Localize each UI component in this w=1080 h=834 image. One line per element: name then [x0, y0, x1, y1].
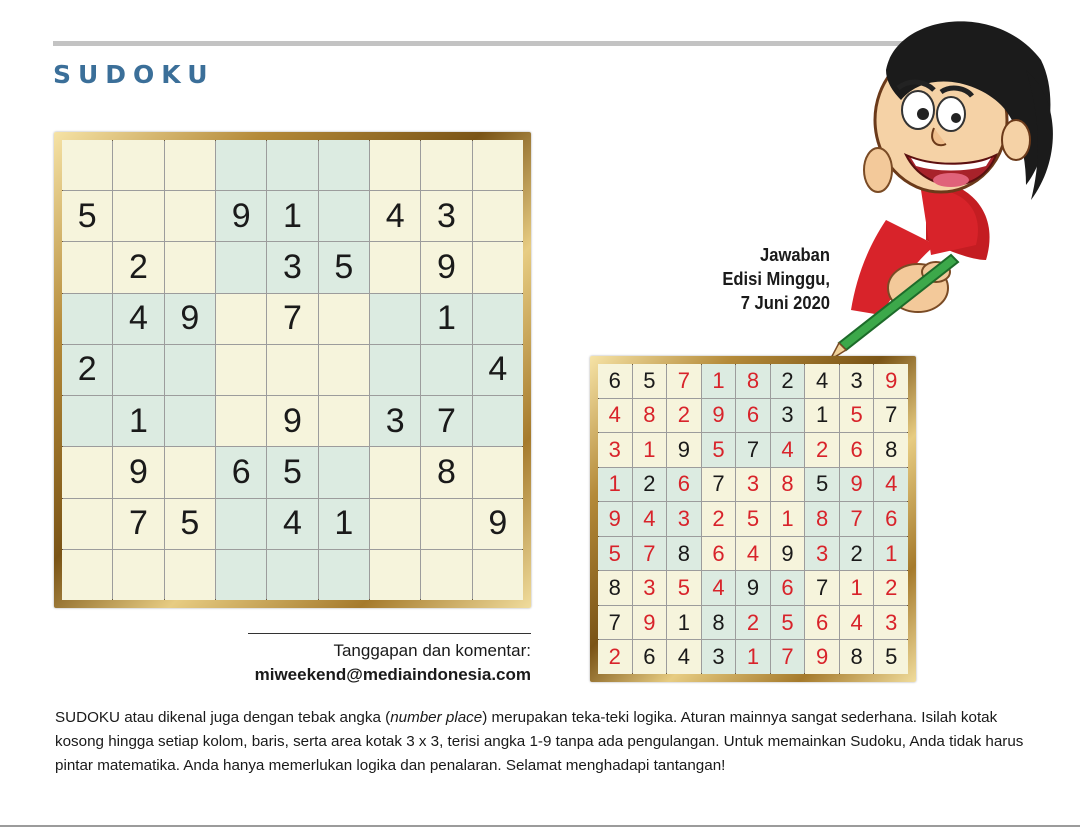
answer-cell: 7 [598, 606, 632, 640]
answer-cell: 1 [736, 640, 770, 674]
answer-cell: 3 [702, 640, 736, 674]
answer-cell: 3 [667, 502, 701, 536]
answer-cell: 9 [633, 606, 667, 640]
answer-cell: 6 [840, 433, 874, 467]
puzzle-cell: 9 [165, 294, 215, 344]
answer-caption-line: 7 Juni 2020 [740, 293, 830, 313]
answer-cell: 6 [702, 537, 736, 571]
answer-cell: 2 [771, 364, 805, 398]
puzzle-cell [216, 140, 266, 190]
answer-cell: 8 [736, 364, 770, 398]
answer-cell: 9 [874, 364, 908, 398]
contact-divider [248, 633, 531, 634]
puzzle-cell: 5 [267, 447, 317, 497]
puzzle-cell [319, 396, 369, 446]
answer-cell: 1 [805, 399, 839, 433]
puzzle-cell [370, 447, 420, 497]
answer-cell: 7 [771, 640, 805, 674]
description-text-end: ) merupakan teka-teki logika. Aturan mainnya sangat sederhana. Isilah kotak kosong hingga setiap kolom, baris, serta area kotak 3 x 3, terisi angka 1-9 tanpa ada pengulangan. Untuk memainkan Sudoku, Anda tidak harus pintar matematika. Anda hanya memerlukan logika dan penalaran. Selamat menghadapi tantangan! [55, 709, 1024, 774]
answer-cell: 6 [736, 399, 770, 433]
answer-cell: 6 [667, 468, 701, 502]
puzzle-cell [473, 294, 523, 344]
answer-cell: 6 [598, 364, 632, 398]
puzzle-cell: 5 [319, 242, 369, 292]
puzzle-cell: 9 [113, 447, 163, 497]
answer-cell: 8 [840, 640, 874, 674]
answer-cell: 4 [667, 640, 701, 674]
answer-cell: 3 [874, 606, 908, 640]
answer-cell: 2 [874, 571, 908, 605]
answer-cell: 2 [667, 399, 701, 433]
answer-cell: 8 [771, 468, 805, 502]
answer-cell: 8 [633, 399, 667, 433]
puzzle-cell: 9 [473, 499, 523, 549]
answer-cell: 8 [598, 571, 632, 605]
answer-cell: 9 [598, 502, 632, 536]
answer-cell: 6 [633, 640, 667, 674]
puzzle-cell [473, 140, 523, 190]
answer-cell: 5 [633, 364, 667, 398]
puzzle-cell [473, 396, 523, 446]
puzzle-cell [62, 242, 112, 292]
puzzle-cell [267, 345, 317, 395]
puzzle-cell [370, 140, 420, 190]
answer-cell: 4 [702, 571, 736, 605]
answer-cell: 7 [667, 364, 701, 398]
puzzle-cell [319, 294, 369, 344]
puzzle-cell [267, 140, 317, 190]
puzzle-cell: 8 [421, 447, 471, 497]
puzzle-cell [62, 140, 112, 190]
answer-cell: 4 [736, 537, 770, 571]
answer-cell: 6 [805, 606, 839, 640]
puzzle-cell [370, 345, 420, 395]
answer-cell: 9 [805, 640, 839, 674]
puzzle-cell: 9 [267, 396, 317, 446]
puzzle-cell [165, 447, 215, 497]
puzzle-cell [62, 396, 112, 446]
puzzle-cell: 4 [370, 191, 420, 241]
top-rule [53, 41, 913, 46]
answer-cell: 4 [598, 399, 632, 433]
answer-cell: 1 [874, 537, 908, 571]
answer-cell: 5 [598, 537, 632, 571]
answer-cell: 3 [736, 468, 770, 502]
answer-cell: 5 [771, 606, 805, 640]
puzzle-cell: 7 [113, 499, 163, 549]
answer-cell: 8 [805, 502, 839, 536]
answer-caption [674, 243, 830, 315]
puzzle-cell [165, 550, 215, 600]
description-text-start: SUDOKU atau dikenal juga dengan tebak angka ( [55, 709, 391, 726]
puzzle-cell: 5 [62, 191, 112, 241]
answer-cell: 6 [874, 502, 908, 536]
puzzle-cell: 1 [113, 396, 163, 446]
answer-cell: 7 [805, 571, 839, 605]
puzzle-cell [319, 191, 369, 241]
answer-cell: 1 [667, 606, 701, 640]
puzzle-cell [319, 140, 369, 190]
puzzle-cell [113, 191, 163, 241]
answer-cell: 6 [771, 571, 805, 605]
puzzle-cell: 9 [421, 242, 471, 292]
answer-cell: 5 [736, 502, 770, 536]
puzzle-cell [165, 140, 215, 190]
puzzle-cell [113, 140, 163, 190]
answer-cell: 5 [874, 640, 908, 674]
answer-cell: 4 [771, 433, 805, 467]
answer-cell: 7 [736, 433, 770, 467]
puzzle-grid [62, 140, 523, 600]
answer-cell: 2 [702, 502, 736, 536]
answer-cell: 8 [667, 537, 701, 571]
answer-cell: 8 [702, 606, 736, 640]
answer-cell: 1 [771, 502, 805, 536]
puzzle-cell: 4 [113, 294, 163, 344]
puzzle-cell: 1 [267, 191, 317, 241]
page-title: SUDOKU [53, 60, 215, 89]
puzzle-cell [62, 447, 112, 497]
puzzle-cell [216, 345, 266, 395]
answer-cell: 2 [633, 468, 667, 502]
answer-grid [598, 364, 908, 674]
puzzle-cell: 1 [319, 499, 369, 549]
puzzle-cell: 2 [62, 345, 112, 395]
answer-cell: 5 [840, 399, 874, 433]
puzzle-cell [473, 447, 523, 497]
answer-cell: 5 [805, 468, 839, 502]
answer-cell: 4 [840, 606, 874, 640]
puzzle-cell: 4 [473, 345, 523, 395]
answer-cell: 3 [840, 364, 874, 398]
answer-cell: 1 [840, 571, 874, 605]
puzzle-cell [421, 345, 471, 395]
answer-caption-line: Edisi Minggu, [722, 269, 830, 289]
puzzle-frame [54, 132, 531, 608]
answer-cell: 7 [702, 468, 736, 502]
puzzle-cell [319, 550, 369, 600]
puzzle-cell [473, 191, 523, 241]
puzzle-cell [165, 345, 215, 395]
puzzle-cell [267, 550, 317, 600]
answer-cell: 3 [633, 571, 667, 605]
puzzle-cell [370, 294, 420, 344]
puzzle-cell [62, 550, 112, 600]
answer-cell: 3 [805, 537, 839, 571]
puzzle-cell: 3 [370, 396, 420, 446]
answer-cell: 5 [702, 433, 736, 467]
puzzle-cell: 3 [421, 191, 471, 241]
puzzle-cell [216, 242, 266, 292]
answer-cell: 9 [840, 468, 874, 502]
puzzle-cell: 7 [421, 396, 471, 446]
puzzle-cell [216, 294, 266, 344]
answer-cell: 2 [805, 433, 839, 467]
puzzle-cell: 5 [165, 499, 215, 549]
puzzle-cell [370, 499, 420, 549]
puzzle-cell: 1 [421, 294, 471, 344]
puzzle-cell [421, 550, 471, 600]
puzzle-cell: 6 [216, 447, 266, 497]
puzzle-cell [165, 396, 215, 446]
answer-cell: 7 [874, 399, 908, 433]
answer-cell: 4 [805, 364, 839, 398]
puzzle-cell [216, 550, 266, 600]
answer-cell: 9 [702, 399, 736, 433]
puzzle-cell [370, 242, 420, 292]
answer-cell: 8 [874, 433, 908, 467]
answer-cell: 5 [667, 571, 701, 605]
puzzle-cell [473, 242, 523, 292]
answer-cell: 4 [874, 468, 908, 502]
answer-cell: 9 [771, 537, 805, 571]
puzzle-cell [113, 345, 163, 395]
puzzle-cell [62, 294, 112, 344]
bottom-rule [0, 825, 1080, 827]
puzzle-cell [216, 499, 266, 549]
answer-cell: 3 [771, 399, 805, 433]
puzzle-cell [473, 550, 523, 600]
answer-cell: 7 [840, 502, 874, 536]
answer-cell: 1 [598, 468, 632, 502]
puzzle-cell: 2 [113, 242, 163, 292]
puzzle-cell: 4 [267, 499, 317, 549]
puzzle-cell [62, 499, 112, 549]
answer-frame [590, 356, 916, 682]
answer-cell: 7 [633, 537, 667, 571]
answer-cell: 3 [598, 433, 632, 467]
puzzle-cell [421, 499, 471, 549]
answer-cell: 9 [667, 433, 701, 467]
answer-caption-line: Jawaban [760, 245, 830, 265]
puzzle-cell [216, 396, 266, 446]
puzzle-cell [165, 191, 215, 241]
answer-cell: 2 [598, 640, 632, 674]
puzzle-cell: 7 [267, 294, 317, 344]
puzzle-cell [421, 140, 471, 190]
answer-cell: 2 [840, 537, 874, 571]
contact-label: Tanggapan dan komentar: [333, 641, 531, 660]
mascot-illustration [826, 10, 1058, 362]
puzzle-cell [165, 242, 215, 292]
answer-cell: 1 [633, 433, 667, 467]
contact-email: miweekend@mediaindonesia.com [254, 665, 531, 684]
answer-cell: 2 [736, 606, 770, 640]
puzzle-cell [319, 345, 369, 395]
puzzle-cell [319, 447, 369, 497]
description-term: number place [390, 709, 483, 726]
description-paragraph [55, 706, 1040, 778]
puzzle-cell: 3 [267, 242, 317, 292]
puzzle-cell [370, 550, 420, 600]
answer-cell: 9 [736, 571, 770, 605]
puzzle-cell: 9 [216, 191, 266, 241]
answer-cell: 4 [633, 502, 667, 536]
puzzle-cell [113, 550, 163, 600]
answer-cell: 1 [702, 364, 736, 398]
